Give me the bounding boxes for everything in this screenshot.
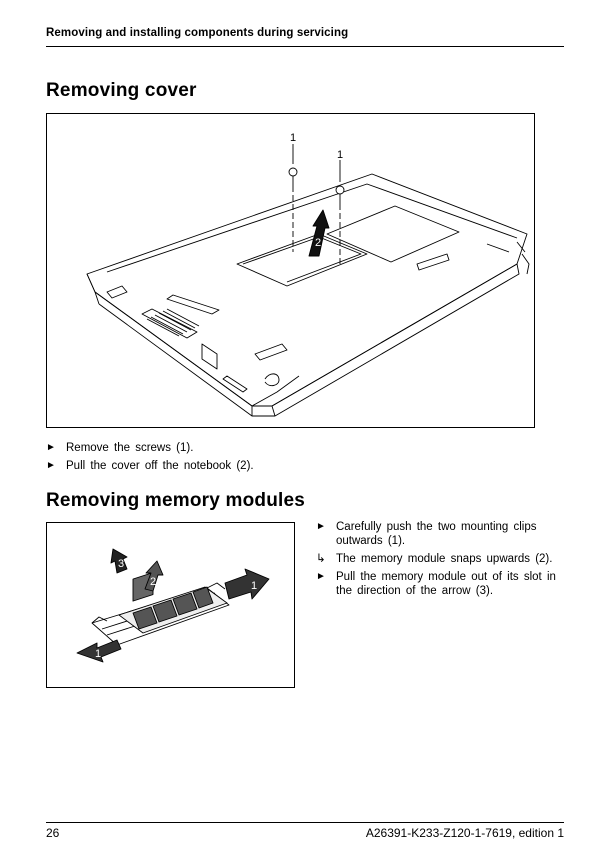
step-marker-icon: ► (46, 442, 56, 453)
step-text: The memory module snaps upwards (2). (336, 553, 553, 565)
step-text: Pull the memory module out of its slot in the direction of the arrow (3). (336, 571, 556, 597)
footer-rule (46, 822, 564, 823)
list-item (316, 552, 556, 566)
step-marker-icon: ► (316, 521, 326, 532)
step-text: Carefully push the two mounting clips outwards (1). (336, 521, 537, 547)
callout-snap-up: 2 (150, 576, 157, 588)
step-text: Remove the screws (1). (66, 442, 194, 454)
running-header: Removing and installing components during servicing (46, 27, 349, 39)
clip-outward-arrow-icon (225, 569, 269, 599)
memory-steps-list (316, 520, 556, 602)
cover-steps-list (46, 441, 546, 477)
callout-clip-left: 1 (95, 648, 102, 660)
screw-icon (289, 168, 297, 186)
callout-clip-right: 1 (251, 580, 258, 592)
callout-screw-left: 1 (290, 132, 297, 144)
callout-screw-right: 1 (337, 149, 344, 161)
memory-removal-illustration (46, 522, 295, 688)
list-item (316, 520, 556, 548)
header-rule (46, 46, 564, 47)
list-item (46, 459, 546, 473)
document-id: A26391-K233-Z120-1-7619, edition 1 (365, 826, 564, 840)
callout-cover: 2 (315, 237, 322, 249)
cover-removal-illustration (46, 113, 535, 428)
step-marker-icon: ► (316, 571, 326, 582)
callout-pull-direction: 3 (118, 558, 125, 570)
step-text: Pull the cover off the notebook (2). (66, 460, 254, 472)
section-title-removing-cover: Removing cover (46, 80, 197, 101)
result-marker-icon: ↳ (316, 553, 326, 565)
step-marker-icon: ► (46, 460, 56, 471)
section-title-removing-memory: Removing memory modules (46, 490, 306, 511)
list-item (316, 570, 556, 598)
notebook-underside-drawing (87, 174, 529, 416)
list-item (46, 441, 546, 455)
page-number: 26 (46, 826, 60, 840)
